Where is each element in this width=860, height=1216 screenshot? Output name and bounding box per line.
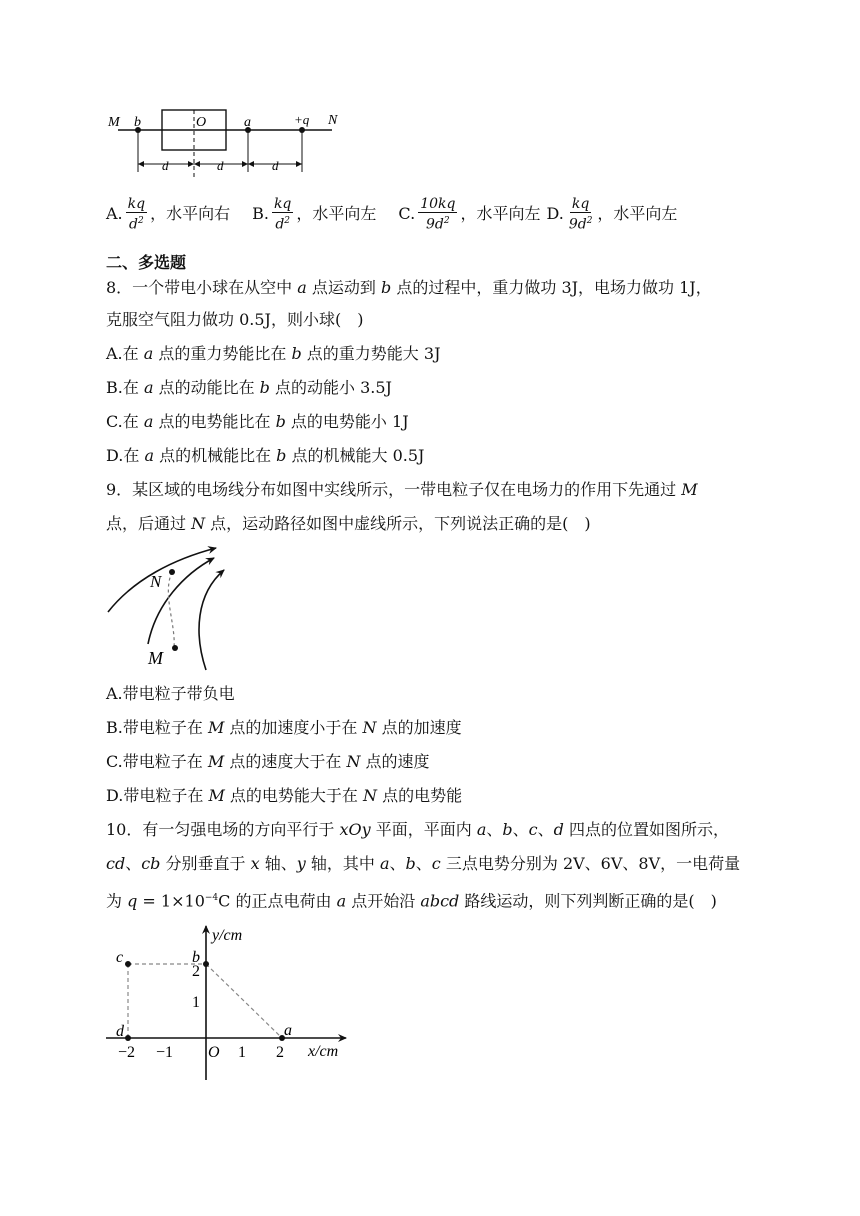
q10-origin: O — [208, 1044, 220, 1061]
q7-options — [106, 190, 677, 238]
q7-label-b: b — [134, 115, 141, 130]
q9-option-b[interactable]: B.带电粒子在 M 点的加速度小于在 N 点的加速度 — [106, 718, 462, 737]
q8-option-b[interactable]: B.在 a 点的动能比在 b 点的动能小 3.5J — [106, 378, 392, 397]
q7-option-d[interactable]: D. $\frac{kq}{9d^2}$ ，水平向左 — [546, 195, 678, 233]
section-heading: 二、多选题 — [106, 253, 187, 272]
q9-option-d[interactable]: D.带电粒子在 M 点的电势能大于在 N 点的电势能 — [106, 786, 463, 805]
q7-label-d2: d — [217, 158, 224, 173]
q10-stem-line1: 10．有一匀强电场的方向平行于 xOy 平面，平面内 a、b、c、d 四点的位置如图所示， — [106, 820, 729, 839]
q9-stem-line2: 点，后通过 N 点，运动路径如图中虚线所示，下列说法正确的是( ) — [106, 514, 591, 533]
q7-label-N: N — [328, 113, 338, 128]
q10-xtick-1: 1 — [238, 1044, 246, 1061]
q7-option-b[interactable]: B. $\frac{kq}{d^2}$ ，水平向左 — [252, 195, 377, 233]
q10-ytick-2: 2 — [192, 963, 200, 980]
q9-figure — [104, 544, 234, 674]
q10-xtick--1: −1 — [156, 1044, 174, 1061]
q7-option-c[interactable]: C. $\frac{10kq}{9d^2}$ ，水平向左 — [398, 195, 541, 233]
q9-label-N: N — [150, 572, 162, 591]
q10-ytick-1: 1 — [192, 994, 200, 1011]
q7-label-O: O — [196, 115, 207, 130]
q10-figure — [102, 920, 362, 1084]
q9-label-M: M — [148, 648, 163, 668]
q7-label-q: +q — [294, 112, 310, 127]
q7-label-d1: d — [162, 158, 169, 173]
q10-xtick--2: −2 — [118, 1044, 136, 1061]
q9-option-a[interactable]: A.带电粒子带负电 — [106, 684, 235, 703]
q8-option-a[interactable]: A.在 a 点的重力势能比在 b 点的重力势能大 3J — [106, 344, 441, 363]
q10-point-d: d — [116, 1023, 124, 1040]
q7-figure — [104, 104, 354, 180]
q10-point-a: a — [284, 1022, 292, 1039]
q7-label-a: a — [244, 115, 251, 130]
q10-stem-line3: 为 $q = 1\times 10^{-4}C$ 的正点电荷由 a 点开始沿 abcd 路线运动，则下列判断正确的是( ) — [106, 891, 717, 911]
q9-option-c[interactable]: C.带电粒子在 M 点的速度大于在 N 点的速度 — [106, 752, 430, 771]
q10-point-b: b — [192, 949, 200, 966]
q10-ylabel: y/cm — [212, 927, 243, 944]
q7-label-d3: d — [272, 158, 279, 173]
q8-stem-line1: 8．一个带电小球在从空中 a 点运动到 b 点的过程中，重力做功 3J，电场力做功 1J， — [106, 278, 712, 297]
q7-label-M: M — [108, 115, 120, 130]
q10-point-c: c — [116, 949, 124, 966]
q8-option-c[interactable]: C.在 a 点的电势能比在 b 点的电势能小 1J — [106, 412, 409, 431]
q8-stem-line2: 克服空气阻力做功 0.5J，则小球( ) — [106, 310, 364, 329]
q10-xlabel: x/cm — [308, 1043, 339, 1060]
q10-xtick-2: 2 — [276, 1044, 284, 1061]
q8-option-d[interactable]: D.在 a 点的机械能比在 b 点的机械能大 0.5J — [106, 446, 425, 465]
q9-stem-line1: 9．某区域的电场线分布如图中实线所示，一带电粒子仅在电场力的作用下先通过 M — [106, 480, 698, 499]
q7-option-a[interactable]: A. $\frac{kq}{d^2}$ ，水平向右 — [106, 195, 231, 233]
q10-stem-line2: cd、cb 分别垂直于 x 轴、y 轴，其中 a、b、c 三点电势分别为 2V、6V、8V，一电荷量 — [106, 854, 741, 873]
